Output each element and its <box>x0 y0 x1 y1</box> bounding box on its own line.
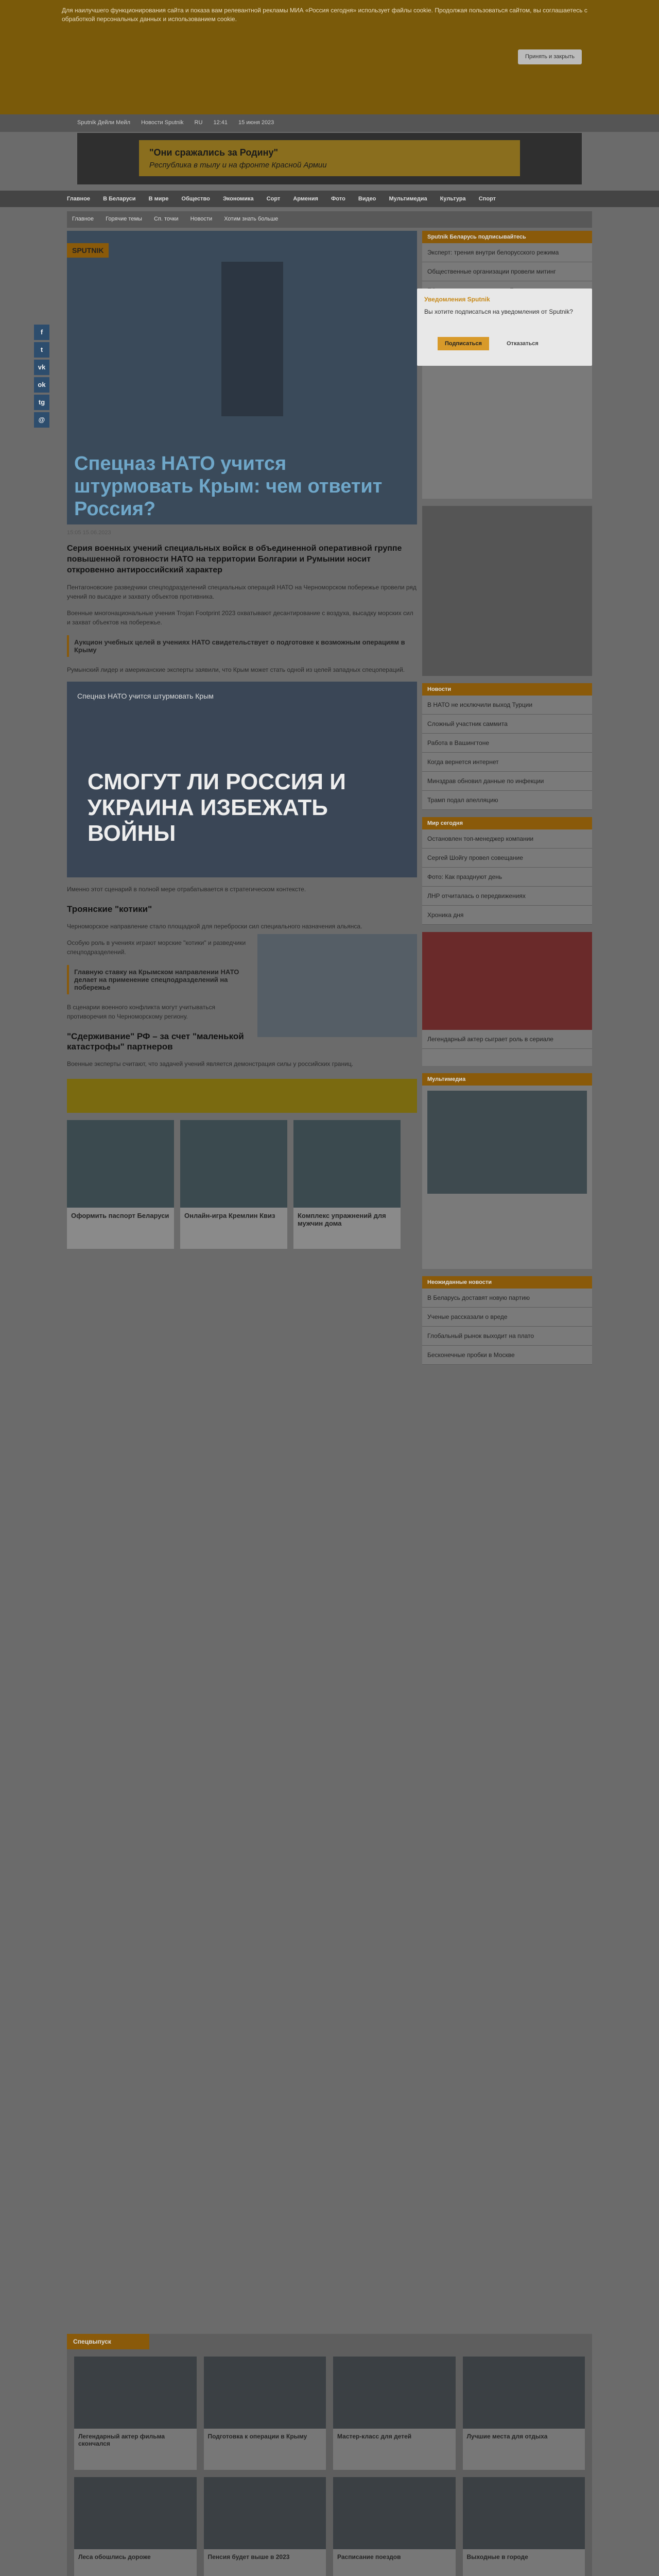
grid-item[interactable] <box>204 2357 326 2470</box>
grid-item-title: Леса обошлись дороже <box>78 2553 151 2561</box>
paragraph: Черноморское направление стало площадкой для переброски сил специального назначения альянса. <box>67 923 362 930</box>
grid-item-image <box>204 2477 326 2549</box>
paratrooper-image <box>221 262 283 416</box>
grid-item[interactable] <box>204 2477 326 2576</box>
side-ad[interactable] <box>422 506 592 676</box>
widget-item[interactable]: Общественные организации провели митинг <box>422 262 592 281</box>
notification-dialog <box>417 289 592 366</box>
grid-item[interactable] <box>463 2477 585 2576</box>
nav-item[interactable]: Культура <box>440 196 466 202</box>
article-meta: 15:05 15.06.2023 <box>67 530 111 536</box>
widget-title: Мир сегодня <box>422 817 592 829</box>
promo-card-image <box>180 1120 287 1208</box>
cookie-text: Для наилучшего функционирования сайта и показа вам релевантной рекламы МИА «Россия сегодня» использует файлы cookie. Продолжая пользоваться сайтом, вы соглашаетесь с обработкой персональных данных и использованием cookie. <box>62 7 587 23</box>
news-item[interactable]: Когда вернется интернет <box>422 753 592 772</box>
pull-quote: Главную ставку на Крымском направлении НАТО делает на применение спецподразделений на побережье <box>67 965 417 994</box>
main-nav <box>0 191 659 207</box>
right-sidebar <box>422 231 592 2576</box>
grid-item-title: Расписание поездов <box>337 2553 401 2561</box>
nav-item[interactable]: Мультимедиа <box>389 196 427 202</box>
topstrip-item[interactable]: Sputnik Дейли Мейл <box>77 120 131 126</box>
article-lead: Серия военных учений специальных войск в объединенной оперативной группе повышенной готовности НАТО на территории Болгарии и Румынии носит откровенно антироссийский характер <box>67 544 402 574</box>
promo-cards <box>67 1120 417 1249</box>
sub-nav <box>67 211 592 228</box>
nav-item[interactable]: Видео <box>358 196 376 202</box>
topstrip-item[interactable]: RU <box>194 120 203 126</box>
grid-item[interactable] <box>74 2357 197 2470</box>
inline-ad[interactable] <box>67 1079 417 1113</box>
article-column <box>67 231 417 2292</box>
news-item[interactable]: Трамп подал апелляцию <box>422 791 592 810</box>
grid-item-title: Пенсия будет выше в 2023 <box>207 2553 290 2561</box>
top-strip <box>0 114 659 132</box>
promo-card-image <box>293 1120 401 1208</box>
grid-list <box>67 2349 592 2576</box>
top-stories <box>422 817 592 925</box>
grid-item-image <box>333 2477 456 2549</box>
widget-title: Новости <box>422 683 592 696</box>
nav-item[interactable]: В мире <box>148 196 169 202</box>
multimedia-widget <box>422 1073 592 1269</box>
topstrip-item: 15 июня 2023 <box>238 120 274 126</box>
nav-item[interactable]: Армения <box>293 196 318 202</box>
notification-title: Уведомления Sputnik <box>424 296 490 303</box>
paragraph: Военные эксперты считают, что задачей учений является демонстрация силы у российских границ. <box>67 1060 354 1067</box>
grid-item-image <box>74 2357 197 2429</box>
radio-widget <box>422 1276 592 1365</box>
paragraph: Пентагоновские разведчики спецподразделений специальных операций НАТО на Черноморском побережье провели ряд учений по высадке и захвату объектов противника. <box>67 584 417 600</box>
paragraph: Именно этот сценарий в полной мере отрабатывается в стратегическом контексте. <box>67 886 306 893</box>
video-player[interactable] <box>67 682 417 877</box>
radio-item[interactable]: Глобальный рынок выходит на плато <box>422 1327 592 1346</box>
topstrip-item[interactable]: Новости Sputnik <box>141 120 184 126</box>
hero-image <box>67 231 417 524</box>
share-telegram-button[interactable]: tg <box>34 395 49 410</box>
notification-text: Вы хотите подписаться на уведомления от Sputnik? <box>424 308 573 315</box>
section-title: Спецвыпуск <box>67 2334 149 2349</box>
news-item[interactable]: Работа в Вашингтоне <box>422 734 592 753</box>
nav-item[interactable]: Фото <box>331 196 345 202</box>
story-item[interactable]: Фото: Как празднуют день <box>422 868 592 887</box>
widget-title: Мультимедиа <box>422 1073 592 1086</box>
nav-item[interactable]: Спорт <box>478 196 496 202</box>
radio-item[interactable]: Ученые рассказали о вреде <box>422 1308 592 1327</box>
subscribe-button[interactable]: Подписаться <box>438 337 489 350</box>
nav-item[interactable]: Главное <box>67 196 91 202</box>
promo-card-image <box>67 1120 174 1208</box>
story-item[interactable]: ЛНР отчиталась о передвижениях <box>422 887 592 906</box>
grid-item-title: Выходные в городе <box>466 2553 528 2561</box>
share-vk-button[interactable]: vk <box>34 360 49 375</box>
story-item[interactable]: Хроника дня <box>422 906 592 925</box>
promo-card[interactable] <box>180 1120 287 1249</box>
grid-item-image <box>333 2357 456 2429</box>
nav-item[interactable]: Экономика <box>222 196 254 202</box>
grid-item[interactable] <box>74 2477 197 2576</box>
nav-item[interactable]: В Беларуси <box>103 196 136 202</box>
share-ok-button[interactable]: ok <box>34 377 49 393</box>
grid-item-title: Лучшие места для отдыха <box>466 2433 548 2440</box>
story-item[interactable]: Остановлен топ-менеджер компании <box>422 829 592 849</box>
cookie-banner <box>0 0 659 114</box>
promo-card-title: Онлайн-игра Кремлин Квиз <box>180 1208 287 1249</box>
news-feed <box>422 683 592 810</box>
radio-item[interactable]: Бесконечные пробки в Москве <box>422 1346 592 1365</box>
share-bar <box>34 325 49 430</box>
video-title: Спецназ НАТО учится штурмовать Крым <box>77 692 214 700</box>
share-facebook-button[interactable]: f <box>34 325 49 340</box>
grid-item-title: Мастер-класс для детей <box>337 2433 412 2440</box>
grid-item-image <box>463 2357 585 2429</box>
topstrip-item: 12:41 <box>213 120 228 126</box>
story-item[interactable]: Сергей Шойгу провел совещание <box>422 849 592 868</box>
brand-logo: SPUTNIK <box>67 243 109 258</box>
inline-image <box>257 934 417 1037</box>
ad-banner[interactable] <box>77 133 582 184</box>
grid-item-image <box>74 2477 197 2549</box>
radio-item[interactable]: В Беларусь доставят новую партию <box>422 1289 592 1308</box>
grid-item-image <box>463 2477 585 2549</box>
subnav-item[interactable]: Горячие темы <box>106 216 142 222</box>
promo-card[interactable] <box>67 1120 174 1249</box>
widget-title: Sputnik Беларусь подписывайтесь <box>422 231 592 243</box>
news-item[interactable]: Минздрав обновил данные по инфекции <box>422 772 592 791</box>
widget-title: Неожиданные новости <box>422 1276 592 1289</box>
article-title: Спецназ НАТО учится штурмовать Крым: чем ответит Россия? <box>74 453 383 520</box>
paragraph: Особую роль в учениях играют морские "котики" и разведчики спецподразделений. <box>67 939 246 956</box>
promo-card-title: Оформить паспорт Беларуси <box>67 1208 174 1249</box>
grid-item[interactable] <box>333 2477 456 2576</box>
subnav-item[interactable]: Новости <box>190 216 213 222</box>
widget-item[interactable]: Эксперт: трения внутри белорусского режима <box>422 243 592 262</box>
nav-item[interactable]: Общество <box>181 196 210 202</box>
grid-item-image <box>204 2357 326 2429</box>
promo-card-title: Комплекс упражнений для мужчин дома <box>293 1208 401 1249</box>
accept-cookies-button[interactable]: Принять и закрыть <box>518 49 582 64</box>
section-heading: "Сдерживание" РФ – за счет "маленькой катастрофы" партнеров <box>67 1031 244 1052</box>
nav-item[interactable]: Сорт <box>266 196 281 202</box>
special-grid <box>67 2334 592 2576</box>
grid-item-title: Легендарный актер фильма скончался <box>78 2433 165 2447</box>
paragraph: В сценарии военного конфликта могут учитываться противоречия по Черноморскому региону. <box>67 1004 215 1020</box>
promo-card[interactable] <box>293 1120 401 1249</box>
section-heading: Троянские "котики" <box>67 904 152 914</box>
feature-story-title: Легендарный актер сыграет роль в сериале <box>422 1030 592 1049</box>
ad-title: "Они сражались за Родину" <box>149 147 279 158</box>
subnav-item[interactable]: Хотим знать больше <box>224 216 279 222</box>
ad-banner-inner[interactable] <box>139 140 520 176</box>
paragraph: Румынский лидер и американские эксперты заявили, что Крым может стать одной из целей западных спецопераций. <box>67 666 405 673</box>
grid-item-title: Подготовка к операции в Крыму <box>207 2433 307 2440</box>
pull-quote: Аукцион учебных целей в учениях НАТО свидетельствует о подготовке к возможным операциям в Крыму <box>67 635 417 657</box>
paragraph: Военные многонациональные учения Trojan Footprint 2023 охватывают десантирование с воздуха, высадку морских сил и захват объектов на побережье. <box>67 609 413 626</box>
decline-button[interactable]: Отказаться <box>507 341 539 347</box>
subnav-item[interactable]: Сп. точки <box>154 216 179 222</box>
video-caption: СМОГУТ ЛИ РОССИЯ И УКРАИНА ИЗБЕЖАТЬ ВОЙНЫ <box>88 769 346 846</box>
grid-item[interactable] <box>333 2357 456 2470</box>
news-item[interactable]: Сложный участник саммита <box>422 715 592 734</box>
subnav-item[interactable]: Главное <box>72 216 94 222</box>
multimedia-image[interactable] <box>427 1091 587 1194</box>
feature-story[interactable] <box>422 932 592 1066</box>
feature-story-image <box>422 932 592 1030</box>
grid-item[interactable] <box>463 2357 585 2470</box>
share-email-button[interactable]: @ <box>34 412 49 428</box>
share-twitter-button[interactable]: t <box>34 342 49 358</box>
ad-subtitle: Республика в тылу и на фронте Красной Армии <box>149 161 327 170</box>
news-item[interactable]: В НАТО не исключили выход Турции <box>422 696 592 715</box>
